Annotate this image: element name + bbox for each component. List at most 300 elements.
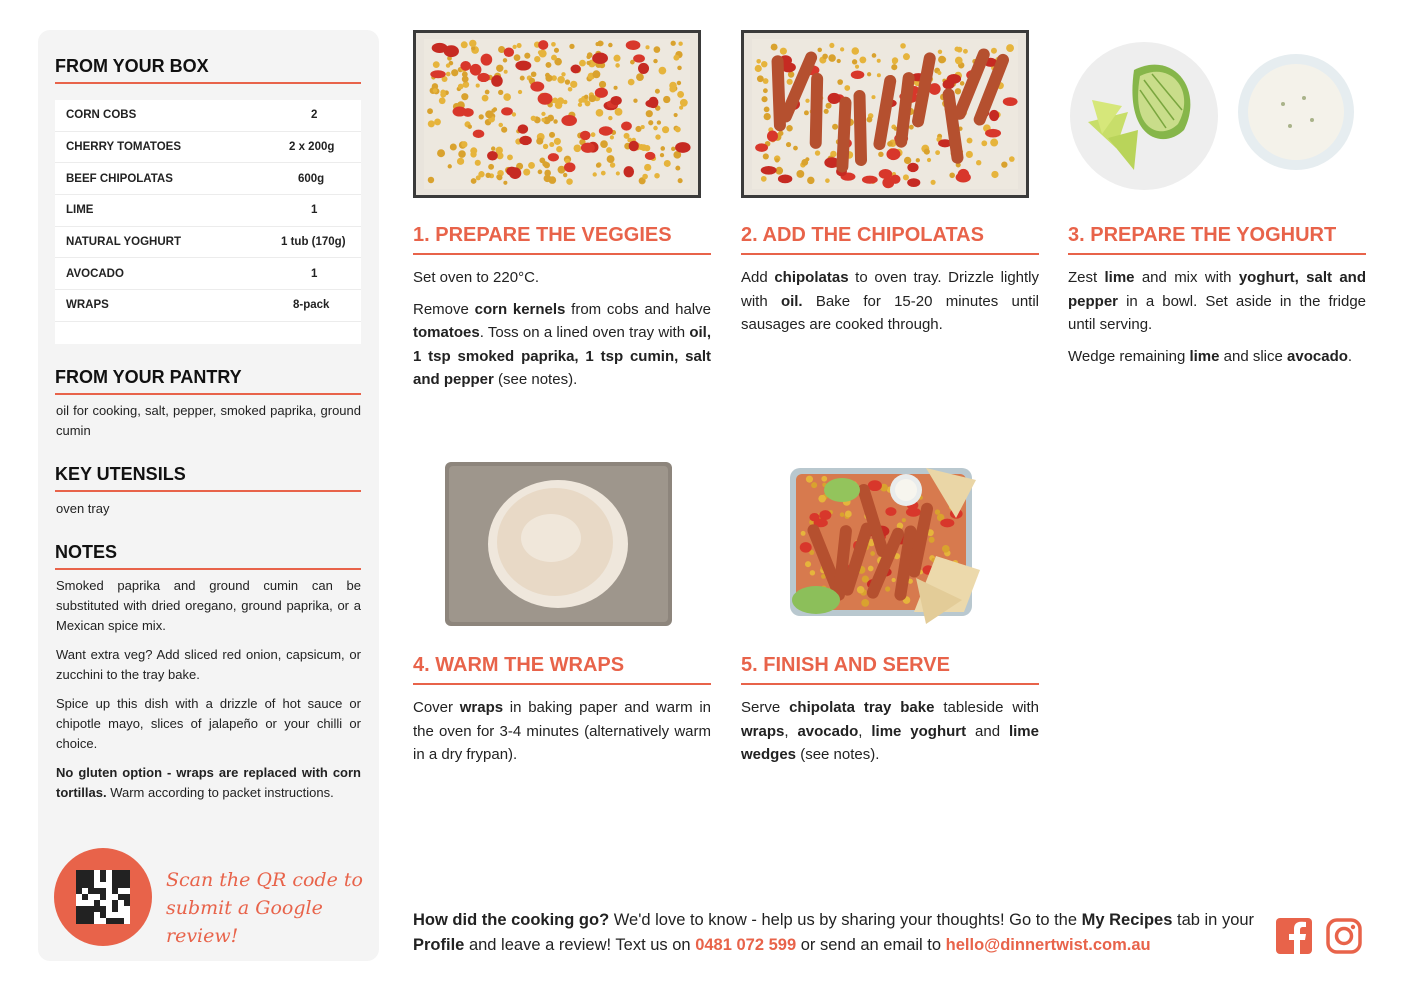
corn-kernel — [868, 566, 874, 572]
corn-kernel — [615, 108, 623, 116]
corn-kernel — [440, 90, 445, 95]
note-4 — [56, 763, 361, 803]
corn-kernel — [955, 88, 961, 94]
cherry-tomato — [626, 40, 641, 50]
cherry-tomato — [530, 82, 544, 92]
pantry-title: FROM YOUR PANTRY — [55, 367, 361, 395]
corn-kernel — [557, 76, 565, 84]
table-row — [55, 163, 361, 195]
corn-kernel — [549, 142, 554, 147]
corn-kernel — [648, 120, 653, 125]
corn-kernel — [538, 50, 542, 54]
corn-kernel — [485, 173, 490, 178]
corn-kernel — [669, 86, 676, 93]
footer-t3: and leave a review! Text us on — [464, 936, 696, 954]
cherry-tomato — [470, 64, 482, 76]
s3-i: avocado — [1287, 347, 1348, 365]
corn-kernel — [482, 95, 489, 102]
s5-c: tableside with — [934, 699, 1039, 716]
cherry-tomato — [906, 508, 921, 517]
corn-kernel — [679, 106, 683, 110]
table-row — [55, 195, 361, 227]
corn-kernel — [818, 495, 826, 503]
corn-kernel — [825, 178, 830, 183]
corn-kernel — [596, 163, 601, 168]
corn-kernel — [793, 146, 798, 151]
chipolata — [853, 90, 867, 166]
corn-kernel — [817, 48, 822, 53]
corn-kernel — [903, 53, 910, 60]
cherry-tomato — [581, 143, 595, 153]
corn-kernel — [433, 61, 440, 68]
s5-i: and — [966, 722, 1009, 740]
corn-kernel — [554, 138, 561, 145]
ingredient-qty: 8-pack — [293, 299, 330, 312]
corn-kernel — [937, 71, 941, 75]
step-2-title: 2. ADD THE CHIPOLATAS — [741, 224, 1039, 255]
corn-kernel — [840, 47, 844, 51]
ingredient-qty: 1 tub (170g) — [281, 236, 346, 249]
cherry-tomato — [509, 167, 521, 179]
cherry-tomato — [890, 175, 900, 184]
cherry-tomato — [940, 519, 954, 528]
corn-kernel — [614, 86, 618, 90]
photo-veggies-tray — [413, 30, 701, 198]
corn-kernel — [457, 158, 464, 165]
sidebar — [38, 30, 379, 961]
qr-code-icon[interactable] — [54, 848, 152, 946]
corn-kernel — [927, 158, 931, 162]
note-4-rest: Warm according to packet instructions. — [106, 785, 334, 800]
corn-kernel — [642, 174, 648, 180]
corn-kernel — [476, 84, 480, 88]
cherry-tomato — [989, 110, 999, 121]
s4-b: wraps — [459, 699, 504, 716]
corn-kernel — [935, 150, 940, 155]
ingredient-qty: 2 x 200g — [289, 141, 335, 154]
corn-kernel — [821, 476, 827, 482]
cherry-tomato — [851, 71, 865, 80]
cherry-tomato — [800, 542, 812, 552]
corn-kernel — [801, 531, 806, 536]
cherry-tomato — [453, 107, 467, 117]
corn-kernel — [761, 61, 767, 67]
veggies-illustration — [416, 33, 698, 195]
corn-kernel — [565, 79, 570, 84]
corn-kernel — [861, 599, 869, 607]
corn-kernel — [826, 103, 832, 109]
corn-kernel — [578, 103, 582, 107]
cherry-tomato — [638, 63, 649, 74]
corn-kernel — [531, 71, 537, 77]
corn-kernel — [610, 135, 614, 139]
cherry-tomato — [491, 75, 503, 87]
cherry-tomato — [481, 54, 493, 66]
corn-kernel — [514, 54, 521, 61]
corn-kernel — [909, 125, 914, 130]
s5-j: lime wedges — [741, 722, 1039, 763]
corn-kernel — [517, 43, 522, 48]
qr-caption-line-2: submit a Google review! — [166, 897, 323, 947]
corn-kernel — [771, 44, 778, 51]
corn-kernel — [680, 99, 688, 107]
corn-kernel — [534, 56, 540, 62]
corn-kernel — [877, 73, 881, 77]
corn-kernel — [601, 171, 606, 176]
cherry-tomato — [985, 129, 1001, 138]
step-1-p1: Set oven to 220°C. — [413, 269, 540, 286]
ingredient-qty: 2 — [311, 109, 318, 122]
corn-kernel — [991, 48, 997, 54]
cherry-tomato — [645, 100, 657, 108]
table-row — [55, 227, 361, 259]
cherry-tomato — [504, 47, 514, 56]
corn-kernel — [764, 113, 771, 120]
corn-kernel — [931, 180, 936, 185]
corn-kernel — [503, 93, 511, 101]
footer-phone-link[interactable]: 0481 072 599 — [695, 936, 797, 954]
notes-title: NOTES — [55, 542, 361, 570]
corn-kernel — [587, 61, 591, 65]
corn-kernel — [446, 72, 451, 77]
ingredient-name: BEEF CHIPOLATAS — [66, 172, 173, 185]
corn-kernel — [671, 147, 675, 151]
cherry-tomato — [755, 143, 768, 151]
cherry-tomato — [828, 93, 841, 104]
corn-kernel — [878, 152, 883, 157]
s3-f: Wedge remaining — [1068, 347, 1190, 365]
corn-kernel — [520, 76, 525, 81]
corn-kernel — [541, 112, 545, 116]
s3-c: and mix with — [1134, 269, 1239, 286]
s2-e: Bake for 15-20 minutes until sausages are cooked through. — [741, 292, 1040, 333]
corn-kernel — [513, 45, 517, 49]
corn-kernel — [671, 41, 676, 46]
note-1: Smoked paprika and ground cumin can be substituted with dried oregano, ground paprika, or a Mexican spice mix. — [56, 578, 361, 633]
corn-kernel — [504, 70, 508, 74]
cherry-tomato — [571, 65, 581, 74]
corn-kernel — [501, 127, 507, 133]
cherry-tomato — [473, 130, 485, 138]
s5-d: wraps — [741, 722, 785, 740]
corn-kernel — [545, 62, 551, 68]
corn-kernel — [904, 157, 911, 164]
s1-a: Remove — [413, 300, 475, 318]
corn-kernel — [805, 99, 809, 103]
corn-kernel — [761, 176, 767, 182]
cherry-tomato — [761, 166, 777, 175]
corn-kernel — [664, 160, 671, 167]
corn-kernel — [857, 586, 865, 594]
utensils-text: oven tray — [56, 501, 110, 516]
corn-kernel — [806, 476, 813, 483]
corn-kernel — [870, 551, 875, 556]
corn-kernel — [866, 117, 872, 123]
corn-kernel — [796, 170, 804, 178]
cherry-tomato — [633, 54, 645, 62]
s1-g: (see notes). — [493, 371, 578, 388]
ingredient-name: AVOCADO — [66, 267, 124, 280]
step-3-p2 — [1068, 345, 1366, 369]
corn-kernel — [628, 79, 635, 86]
corn-kernel — [828, 54, 836, 62]
corn-kernel — [584, 95, 588, 99]
corn-kernel — [488, 164, 494, 170]
footer-t4: or send an email to — [796, 936, 946, 954]
corn-kernel — [496, 65, 503, 72]
corn-kernel — [437, 149, 445, 157]
cherry-tomato — [629, 141, 639, 152]
corn-kernel — [566, 178, 573, 185]
corn-kernel — [963, 49, 968, 54]
corn-kernel — [600, 140, 608, 148]
corn-kernel — [608, 116, 612, 120]
pantry-text: oil for cooking, salt, pepper, smoked paprika, ground cumin — [56, 403, 361, 438]
corn-kernel — [640, 144, 647, 151]
corn-kernel — [659, 67, 667, 75]
corn-kernel — [677, 66, 681, 70]
table-row — [55, 132, 361, 164]
corn-kernel — [859, 56, 866, 63]
corn-kernel — [815, 150, 820, 155]
corn-kernel — [755, 65, 762, 72]
footer-email-link[interactable]: hello@dinnertwist.com.au — [945, 936, 1151, 954]
corn-kernel — [585, 100, 591, 106]
corn-kernel — [991, 171, 998, 178]
corn-kernel — [657, 120, 661, 124]
corn-kernel — [892, 578, 896, 582]
cherry-tomato — [595, 88, 608, 98]
cherry-tomato — [548, 153, 559, 161]
ingredient-name: NATURAL YOGHURT — [66, 236, 181, 249]
corn-kernel — [538, 170, 543, 175]
step-5-p1 — [741, 696, 1039, 767]
avocado-yoghurt-illustration — [1068, 30, 1366, 198]
s3-j: . — [1347, 347, 1353, 365]
corn-kernel — [451, 69, 458, 76]
corn-kernel — [568, 87, 573, 92]
corn-kernel — [461, 93, 468, 100]
s1-c: from cobs and halve — [565, 300, 711, 318]
corn-kernel — [586, 55, 590, 59]
corn-kernel — [427, 108, 433, 114]
s2-c: to oven tray. Drizzle lightly with — [741, 269, 1040, 310]
corn-kernel — [523, 169, 530, 176]
corn-kernel — [824, 109, 829, 114]
step-3-p1 — [1068, 266, 1366, 337]
corn-kernel — [655, 89, 660, 94]
corn-kernel — [461, 41, 468, 48]
s3-a: Zest — [1068, 269, 1105, 286]
corn-kernel — [528, 162, 535, 169]
cherry-tomato — [610, 96, 621, 105]
note-3: Spice up this dish with a drizzle of hot sauce or chipotle mayo, slices of jalapeño or your chilli or choice. — [56, 696, 361, 751]
step-2-p1 — [741, 266, 1039, 337]
chipolata — [810, 73, 824, 149]
corn-kernel — [599, 81, 606, 88]
corn-kernel — [801, 159, 808, 166]
corn-kernel — [448, 164, 452, 168]
corn-kernel — [867, 72, 871, 76]
corn-kernel — [1001, 161, 1007, 167]
ingredient-name: LIME — [66, 204, 94, 217]
corn-kernel — [446, 63, 450, 67]
corn-kernel — [822, 54, 828, 60]
corn-kernel — [1009, 156, 1015, 162]
cherry-tomato — [886, 148, 900, 160]
corn-kernel — [543, 144, 548, 149]
corn-kernel — [597, 40, 603, 46]
corn-kernel — [891, 64, 897, 70]
corn-kernel — [903, 174, 909, 180]
corn-kernel — [764, 106, 770, 112]
corn-kernel — [478, 171, 484, 177]
cherry-tomato — [862, 176, 878, 184]
corn-kernel — [596, 109, 604, 117]
corn-kernel — [471, 178, 477, 184]
corn-kernel — [829, 43, 834, 48]
qr-code-pattern — [76, 870, 130, 924]
corn-kernel — [469, 40, 476, 47]
corn-kernel — [924, 149, 930, 155]
corn-kernel — [844, 85, 850, 91]
corn-kernel — [549, 132, 555, 138]
step-3-title: 3. PREPARE THE YOGHURT — [1068, 224, 1366, 255]
corn-kernel — [624, 133, 630, 139]
facebook-icon[interactable] — [1276, 918, 1312, 954]
ingredient-name: CORN COBS — [66, 109, 137, 122]
corn-kernel — [675, 166, 680, 171]
note-4-bold: No gluten option - wraps are replaced with corn tortillas. — [56, 765, 361, 800]
corn-kernel — [552, 97, 558, 103]
corn-kernel — [536, 138, 543, 145]
corn-kernel — [840, 512, 845, 517]
step-5-title: 5. FINISH AND SERVE — [741, 654, 1039, 685]
corn-kernel — [949, 172, 955, 178]
corn-kernel — [458, 150, 466, 158]
s4-c: in baking paper and warm in the oven for 3-4 minutes (alternatively warm in a dry frypan). — [413, 699, 711, 763]
ingredient-qty: 1 — [311, 204, 318, 217]
s4-a: Cover — [413, 699, 460, 716]
corn-kernel — [547, 115, 554, 122]
s3-h: and slice — [1219, 347, 1288, 365]
s1-f: oil, 1 tsp smoked paprika, 1 tsp cumin, salt and pepper — [413, 324, 711, 388]
cherry-tomato — [444, 45, 459, 57]
corn-kernel — [610, 162, 615, 167]
corn-kernel — [837, 59, 841, 63]
cherry-tomato — [580, 131, 591, 140]
step-5-text — [741, 696, 1039, 775]
cherry-tomato — [1003, 97, 1018, 106]
instagram-icon[interactable] — [1326, 918, 1362, 954]
cherry-tomato — [599, 126, 613, 135]
corn-kernel — [660, 146, 665, 151]
corn-kernel — [654, 173, 660, 179]
footer-t1: We'd love to know - help us by sharing your thoughts! Go to the — [609, 911, 1082, 929]
corn-kernel — [805, 561, 811, 567]
corn-kernel — [428, 120, 435, 127]
s1-e: . Toss on a lined oven tray with — [479, 324, 690, 341]
corn-kernel — [531, 116, 536, 121]
corn-kernel — [556, 146, 562, 152]
corn-kernel — [450, 143, 457, 150]
s1-d: tomatoes — [413, 324, 480, 341]
corn-kernel — [929, 537, 935, 543]
s5-a: Serve — [741, 699, 790, 716]
cherry-tomato — [538, 40, 548, 50]
photo-chipolatas-tray — [741, 30, 1029, 198]
corn-kernel — [591, 132, 596, 137]
corn-kernel — [960, 81, 965, 86]
corn-kernel — [902, 518, 906, 522]
corn-kernel — [811, 482, 817, 488]
ingredient-qty: 1 — [311, 267, 318, 280]
corn-kernel — [837, 79, 843, 85]
s5-k: (see notes). — [796, 746, 880, 763]
cherry-tomato — [518, 124, 529, 133]
corn-kernel — [589, 95, 596, 102]
corn-kernel — [641, 125, 645, 129]
step-3-text — [1068, 266, 1366, 376]
notes-text — [56, 576, 361, 812]
step-2-text — [741, 266, 1039, 345]
corn-kernel — [636, 73, 644, 81]
corn-kernel — [592, 70, 600, 78]
corn-kernel — [574, 144, 582, 152]
corn-kernel — [807, 177, 814, 184]
corn-kernel — [645, 45, 649, 49]
corn-kernel — [633, 99, 637, 103]
corn-kernel — [756, 59, 761, 64]
corn-kernel — [607, 155, 615, 163]
feedback-footer — [413, 908, 1263, 958]
s2-a: Add — [741, 269, 775, 286]
corn-kernel — [660, 153, 664, 157]
corn-kernel — [675, 127, 681, 133]
s1-b: corn kernels — [474, 300, 566, 318]
corn-kernel — [678, 178, 683, 183]
s3-d: yoghurt, salt and pepper — [1068, 269, 1366, 310]
corn-kernel — [507, 154, 513, 160]
photo-finished-dish — [786, 460, 980, 628]
step-1-title: 1. PREPARE THE VEGGIES — [413, 224, 711, 255]
corn-kernel — [644, 164, 651, 171]
cherry-tomato — [538, 93, 553, 105]
cherry-tomato — [767, 130, 778, 141]
cherry-tomato — [947, 74, 961, 84]
cherry-tomato — [778, 174, 792, 183]
cherry-tomato — [645, 152, 656, 160]
corn-kernel — [938, 50, 942, 54]
step-1-text — [413, 266, 711, 400]
corn-kernel — [579, 60, 586, 67]
corn-kernel — [653, 59, 657, 63]
corn-kernel — [954, 46, 959, 51]
cherry-tomato — [879, 169, 893, 179]
ingredient-name: WRAPS — [66, 299, 109, 312]
corn-kernel — [852, 59, 857, 64]
corn-kernel — [990, 139, 998, 147]
cherry-tomato — [515, 61, 531, 71]
corn-kernel — [872, 53, 877, 58]
wraps-illustration — [443, 460, 674, 628]
corn-kernel — [544, 170, 551, 177]
corn-kernel — [786, 125, 792, 131]
cherry-tomato — [564, 162, 575, 172]
corn-kernel — [503, 58, 507, 62]
footer-question: How did the cooking go? — [413, 911, 610, 929]
table-row — [55, 290, 361, 322]
